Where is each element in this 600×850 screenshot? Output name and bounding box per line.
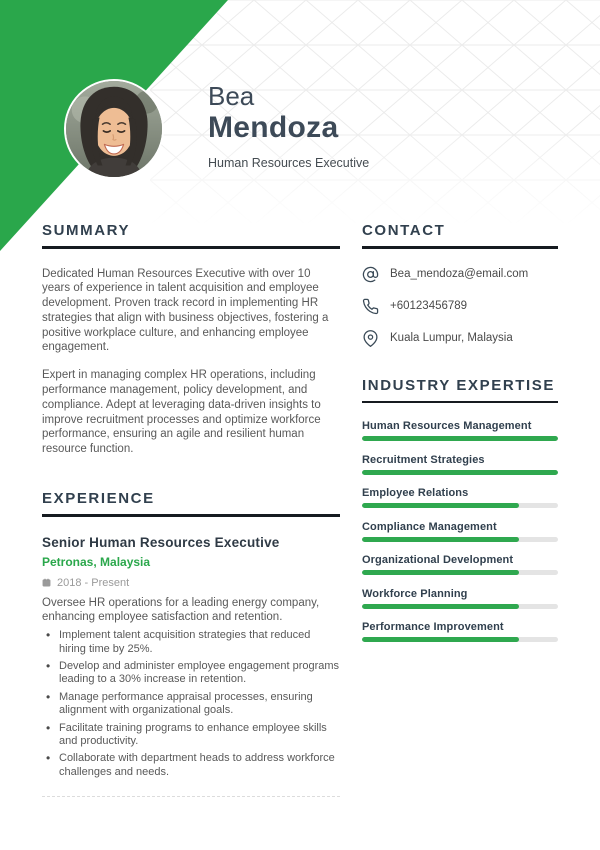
- summary-section: [42, 222, 340, 457]
- experience-entry: [42, 535, 340, 780]
- job-title: Senior Human Resources Executive: [42, 534, 280, 550]
- skill-label: Recruitment Strategies: [362, 453, 485, 466]
- job-bullet-list: [42, 629, 340, 779]
- skill-bar-track: [362, 503, 558, 508]
- industry-expertise-section: [362, 377, 558, 643]
- skill-label: Human Resources Management: [362, 420, 532, 432]
- job-company: Petronas, Malaysia: [42, 554, 151, 569]
- profile-photo-illustration: [66, 81, 162, 177]
- last-name: Mendoza: [208, 110, 339, 144]
- skill-bar-fill: [362, 436, 558, 441]
- contact-phone: +60123456789: [390, 300, 468, 312]
- header-job-title: Human Resources Executive: [208, 156, 370, 171]
- right-column: [362, 222, 558, 642]
- contact-location-row: [362, 330, 558, 347]
- location-pin-icon: [362, 330, 379, 347]
- summary-heading: SUMMARY: [42, 222, 131, 239]
- bullet-item: • Facilitate training programs to enhance employee skills and productivity.: [42, 722, 340, 749]
- bullet-item: • Implement talent acquisition strategies that reduced hiring time by 25%.: [42, 629, 340, 656]
- contact-location: Kuala Lumpur, Malaysia: [390, 332, 513, 344]
- phone-icon: [362, 298, 379, 315]
- skill-item: [362, 554, 558, 575]
- bullet-item: • Manage performance appraisal processes, ensuring alignment with organizational goals.: [42, 691, 340, 718]
- skill-bar-track: [362, 470, 558, 475]
- skill-bar-track: [362, 637, 558, 642]
- summary-paragraph: Expert in managing complex HR operations, including performance management, policy development, and compliance. Adept at leveraging data-driven insights to improve recruitment processes and optimize workforce performance, ensuring an agile and resilient human resource function.: [42, 369, 321, 456]
- skill-item: [362, 454, 558, 475]
- skill-bar-fill: [362, 537, 519, 542]
- skill-label: Organizational Development: [362, 554, 514, 566]
- section-dashed-divider: [42, 796, 340, 797]
- skill-bar-fill: [362, 570, 519, 575]
- contact-email-row: [362, 266, 558, 283]
- skill-item: [362, 588, 558, 609]
- experience-heading: EXPERIENCE: [42, 490, 155, 508]
- skill-item: [362, 621, 558, 642]
- skill-item: [362, 487, 558, 508]
- left-column: [42, 222, 340, 797]
- job-date-row: [42, 577, 340, 589]
- industry-expertise-heading: INDUSTRY EXPERTISE: [362, 376, 556, 394]
- first-name: Bea: [208, 81, 255, 111]
- contact-heading: CONTACT: [362, 222, 446, 239]
- summary-heading-rule: [42, 246, 340, 249]
- job-dates: 2018 - Present: [57, 576, 130, 589]
- email-at-icon: [362, 266, 379, 283]
- skill-label: Workforce Planning: [362, 587, 468, 600]
- bullet-item: • Collaborate with department heads to address workforce challenges and needs.: [42, 752, 340, 779]
- contact-heading-rule: [362, 246, 558, 249]
- skill-bar-track: [362, 570, 558, 575]
- skill-label: Compliance Management: [362, 520, 497, 533]
- experience-section: [42, 490, 340, 797]
- experience-heading-rule: [42, 514, 340, 517]
- skill-item: [362, 420, 558, 441]
- industry-expertise-heading-rule: [362, 401, 558, 404]
- header-name-block: [208, 82, 369, 170]
- skill-bar-track: [362, 604, 558, 609]
- contact-email: Bea_mendoza@email.com: [390, 268, 529, 280]
- calendar-icon: [42, 578, 51, 587]
- skill-bar-track: [362, 436, 558, 441]
- skill-bar-fill: [362, 470, 558, 475]
- skill-bar-fill: [362, 503, 519, 508]
- profile-photo: [64, 79, 164, 179]
- skill-item: [362, 521, 558, 542]
- skill-bar-track: [362, 537, 558, 542]
- skill-label: Employee Relations: [362, 487, 469, 499]
- contact-phone-row: [362, 298, 558, 315]
- skill-bar-fill: [362, 604, 519, 609]
- job-description: Oversee HR operations for a leading energy company, enhancing employee satisfaction and retention.: [42, 596, 320, 624]
- skill-label: Performance Improvement: [362, 621, 504, 633]
- contact-section: [362, 222, 558, 347]
- summary-paragraph: Dedicated Human Resources Executive with over 10 years of experience in talent acquisition and employee development. Proven track record in implementing HR strategies that align with business objectives, fostering a positive workplace culture, and enhancing employee engagement.: [42, 267, 329, 354]
- bullet-item: • Develop and administer employee engagement programs leading to a 30% increase in retention.: [42, 660, 340, 687]
- skill-bar-fill: [362, 637, 519, 642]
